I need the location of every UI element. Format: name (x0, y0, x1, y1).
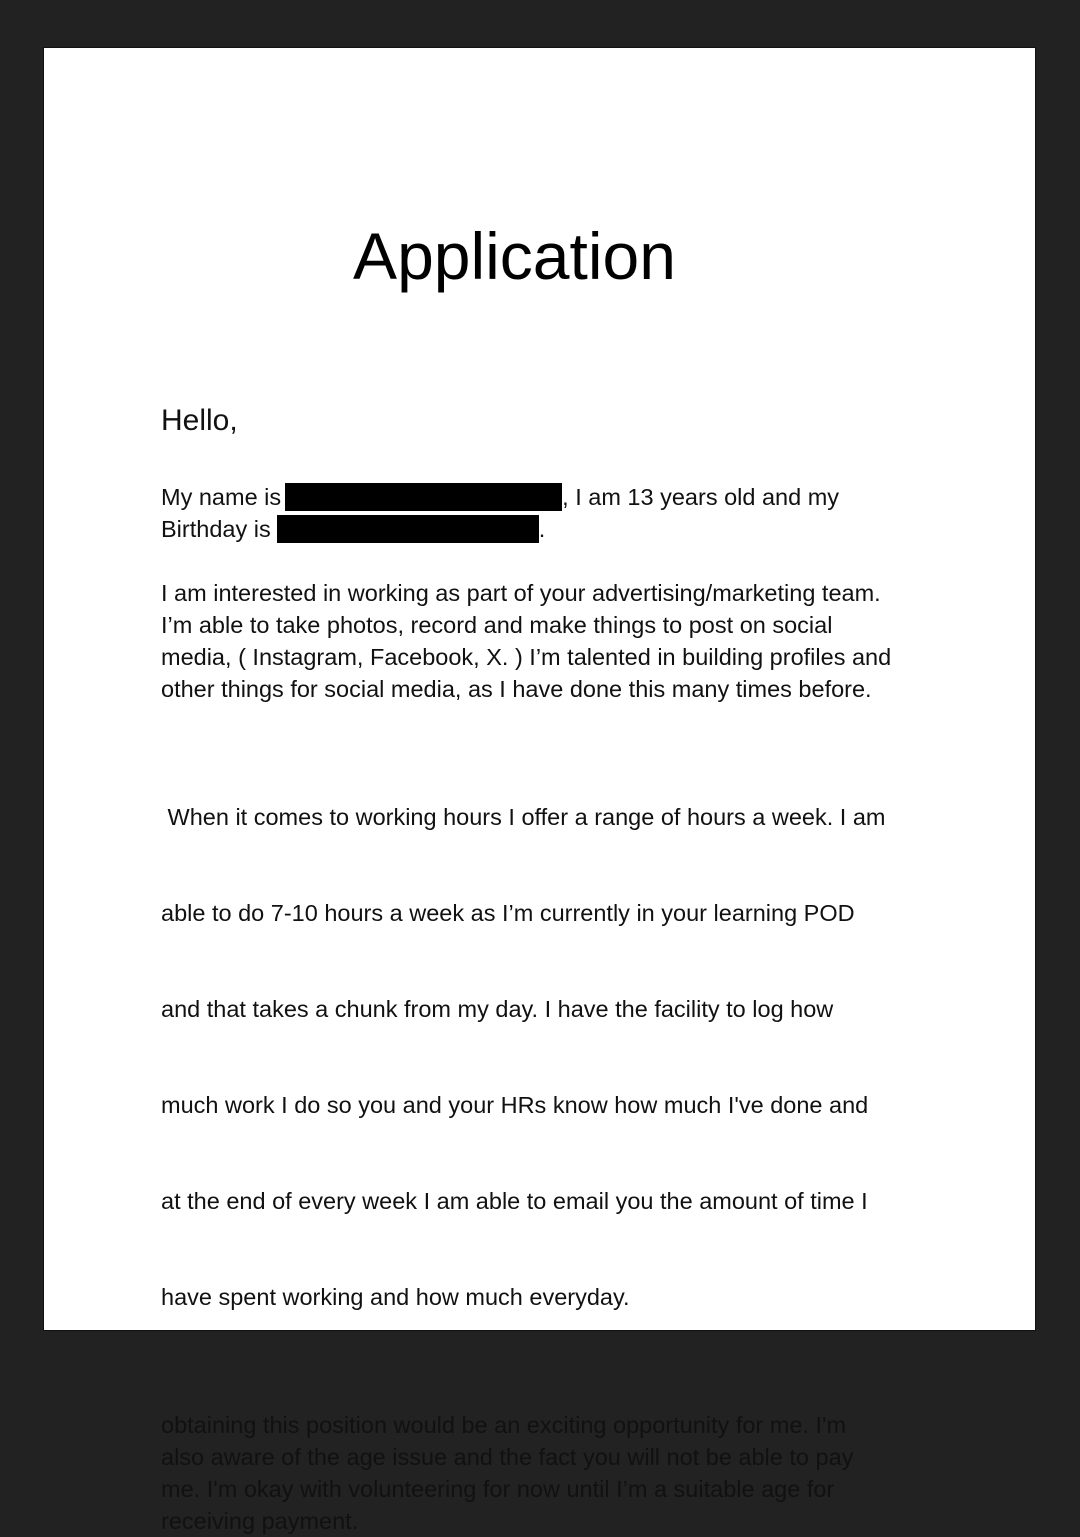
text-line: also aware of the age issue and the fact you will not be able to pay (161, 1444, 854, 1470)
text-line: me. I'm okay with volunteering for now until I’m a suitable age for (161, 1476, 835, 1502)
intro-line-2 (161, 513, 951, 545)
greeting: Hello, (161, 404, 238, 437)
text-line: obtaining this position would be an exciting opportunity for me. I'm (161, 1412, 847, 1438)
text-line: much work I do so you and your HRs know how much I've done and (161, 1092, 869, 1118)
text-line: other things for social media, as I have done this many times before. (161, 676, 872, 702)
name-label: My name is (161, 484, 282, 510)
text-line: and that takes a chunk from my day. I have the facility to log how (161, 996, 834, 1022)
redacted-name (285, 483, 562, 511)
text-line: able to do 7-10 hours a week as I’m currently in your learning POD (161, 900, 855, 926)
document-body (161, 401, 951, 1537)
birthday-period: . (538, 516, 546, 542)
closing-paragraph (161, 1409, 951, 1537)
text-line: have spent working and how much everyday. (161, 1284, 630, 1310)
age-text: , I am 13 years old and my (562, 484, 840, 510)
document-page (44, 48, 1035, 1534)
intro-paragraph (161, 481, 951, 545)
text-line: I’m able to take photos, record and make things to post on social (161, 612, 833, 638)
hours-paragraph (161, 737, 951, 1377)
redacted-birthday (277, 515, 539, 543)
text-line: When it comes to working hours I offer a range of hours a week. I am (161, 804, 886, 830)
document-title: Application (353, 219, 676, 293)
birthday-label: Birthday is (161, 516, 271, 542)
intro-line-1 (161, 481, 951, 513)
text-line: I am interested in working as part of your advertising/marketing team. (161, 580, 881, 606)
text-line: receiving payment. (161, 1508, 359, 1534)
interest-paragraph (161, 577, 951, 705)
text-line: media, ( Instagram, Facebook, X. ) I’m talented in building profiles and (161, 644, 892, 670)
text-line: at the end of every week I am able to email you the amount of time I (161, 1188, 868, 1214)
